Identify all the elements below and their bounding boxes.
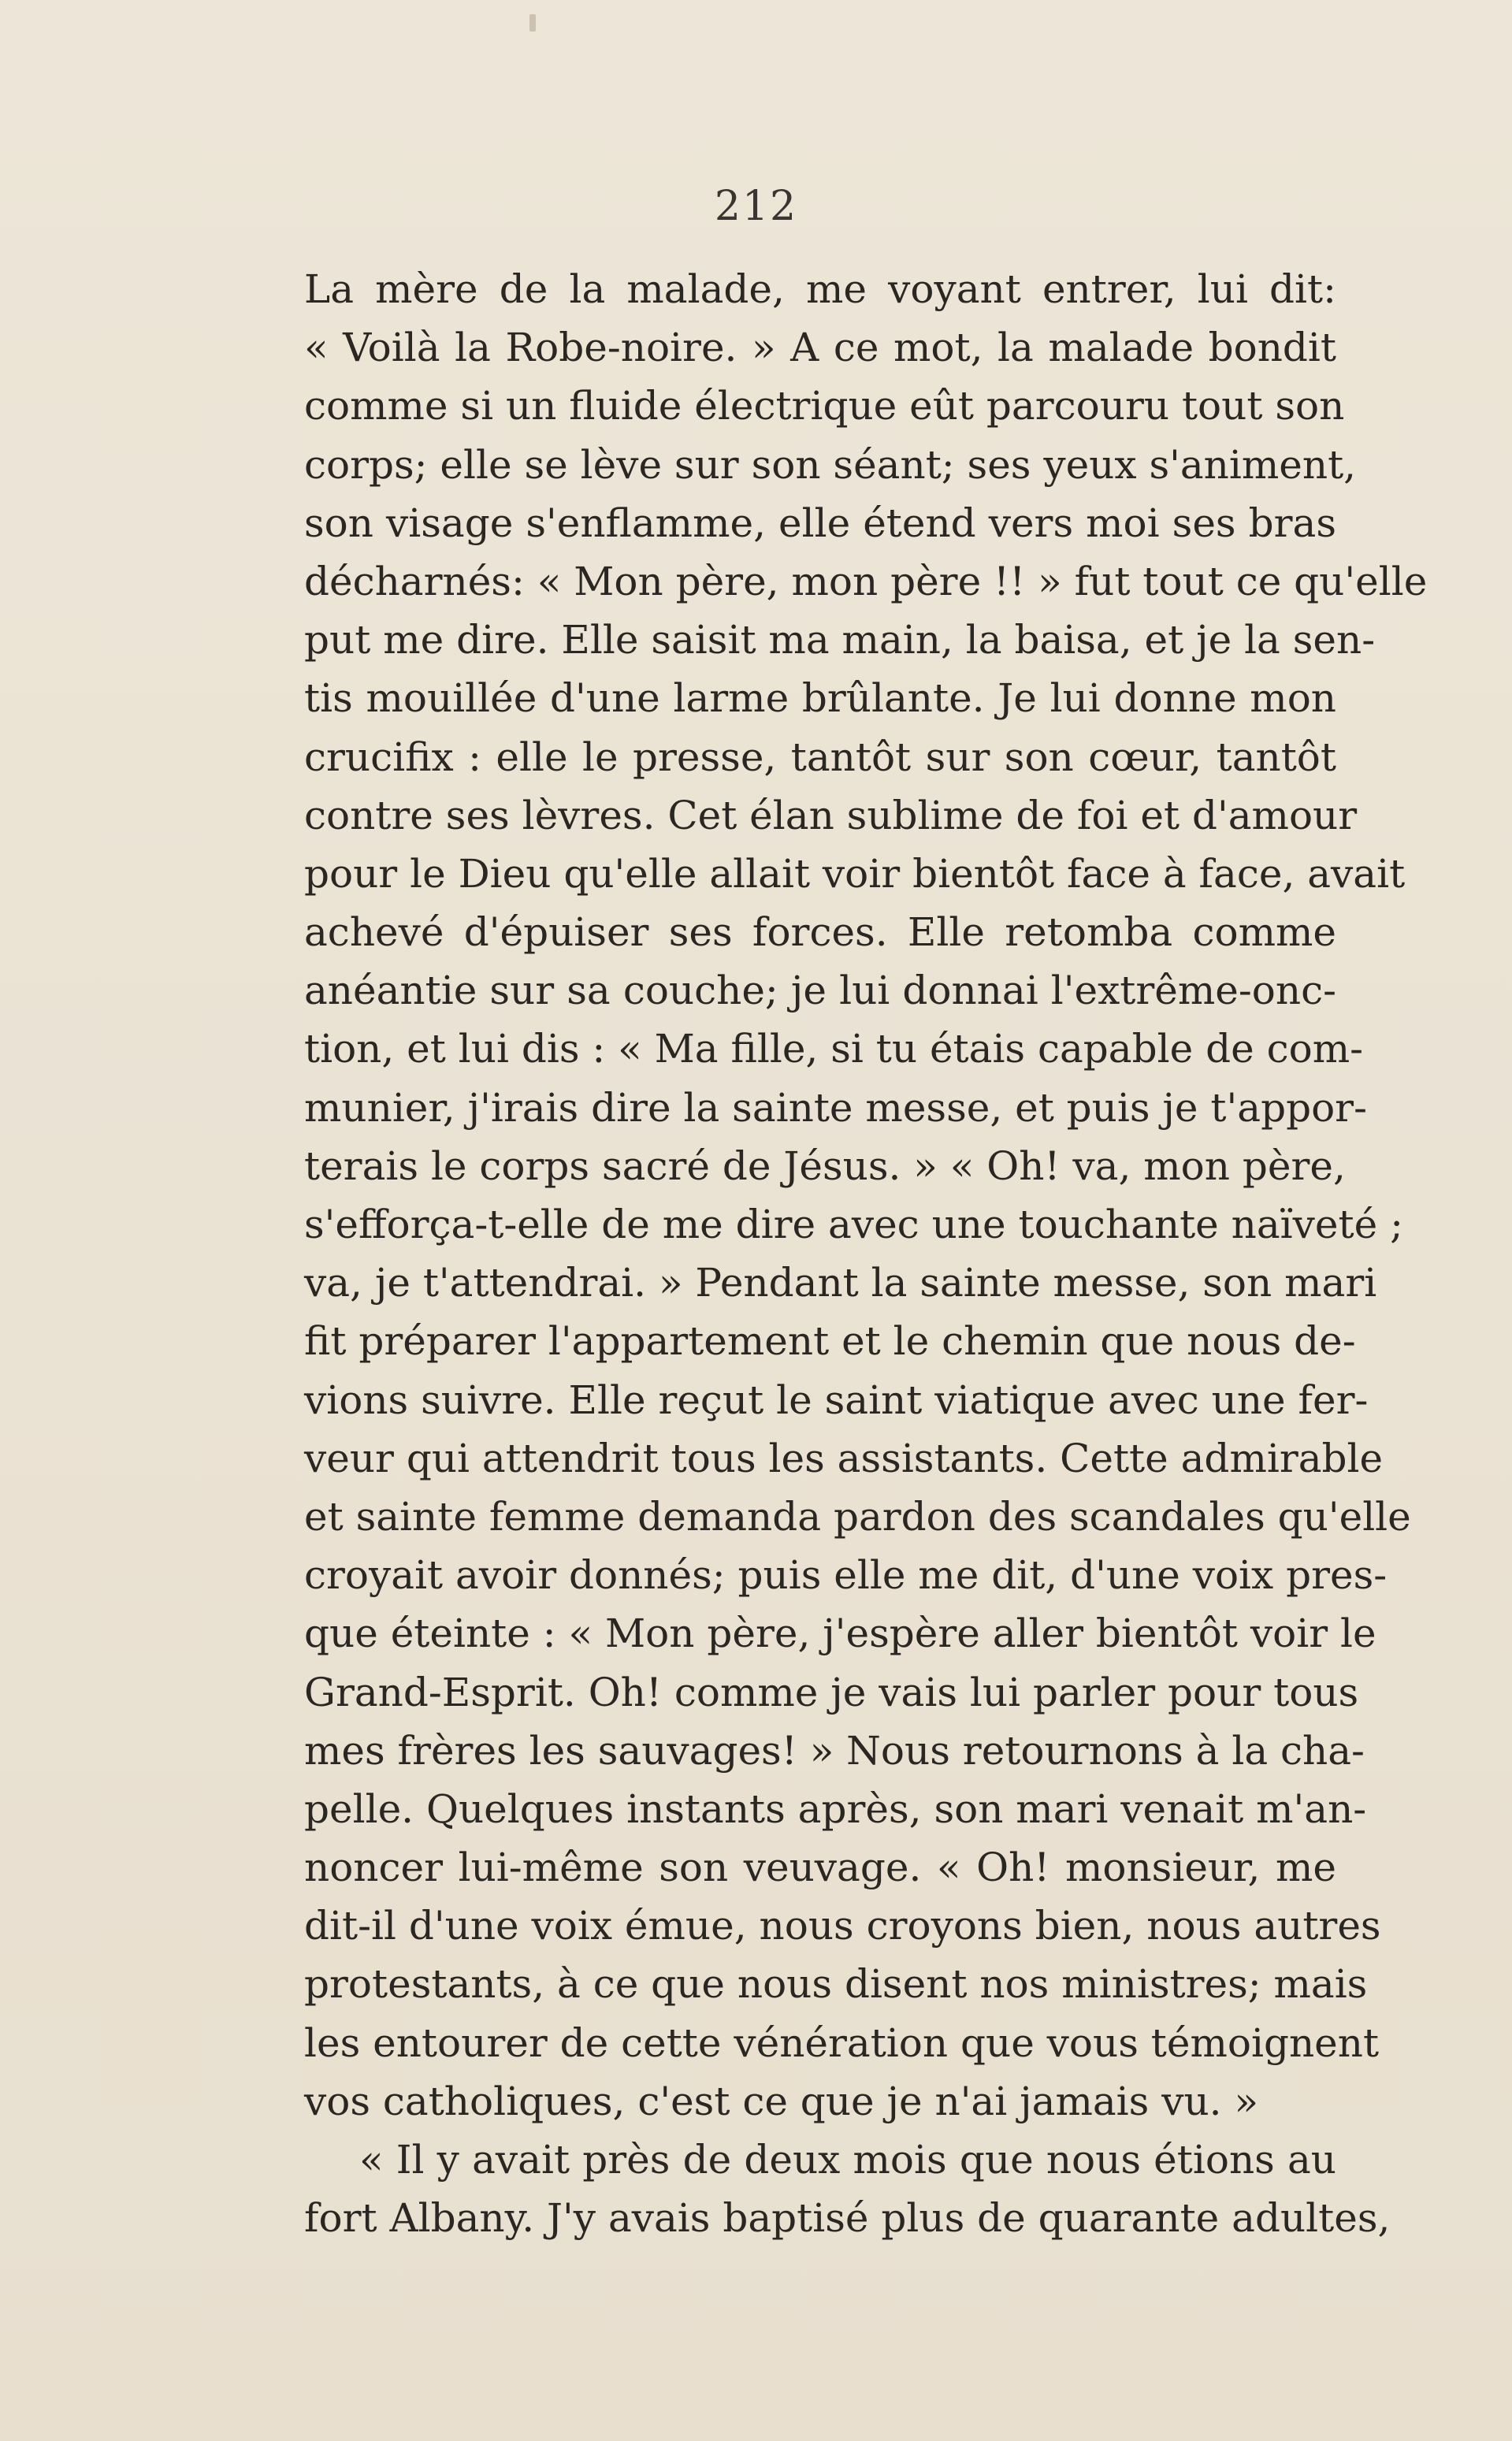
text-line: contre ses lèvres. Cet élan sublime de foi et d'amour — [304, 792, 1358, 838]
body-text — [304, 260, 1428, 2247]
text-line: son visage s'enflamme, elle étend vers moi ses bras — [304, 500, 1336, 546]
text-line: mes frères les sauvages! » Nous retournons à la cha- — [304, 1727, 1365, 1774]
text-line: vions suivre. Elle reçut le saint viatique avec une fer- — [304, 1377, 1369, 1423]
text-line: achevé d'épuiser ses forces. Elle retomba comme — [304, 909, 1336, 956]
text-line: décharnés: « Mon père, mon père !! » fut tout ce qu'elle — [304, 558, 1428, 604]
text-line: terais le corps sacré de Jésus. » « Oh! va, mon père, — [304, 1142, 1346, 1189]
text-line: comme si un fluide électrique eût parcouru tout son — [304, 383, 1345, 429]
text-line: put me dire. Elle saisit ma main, la baisa, et je la sen- — [304, 617, 1376, 663]
text-line: fit préparer l'appartement et le chemin que nous de- — [304, 1318, 1356, 1365]
text-line: tis mouillée d'une larme brûlante. Je lui donne mon — [304, 675, 1336, 722]
text-line: va, je t'attendrai. » Pendant la sainte messe, son mari — [304, 1260, 1377, 1306]
text-line: veur qui attendrit tous les assistants. Cette admirable — [304, 1435, 1384, 1481]
text-line: que éteinte : « Mon père, j'espère aller bientôt voir le — [304, 1611, 1376, 1657]
text-line: « Voilà la Robe-noire. » A ce mot, la malade bondit — [304, 325, 1336, 371]
text-line: protestants, à ce que nous disent nos ministres; mais — [304, 1961, 1368, 2008]
text-line: La mère de la malade, me voyant entrer, lui dit: — [304, 266, 1336, 312]
page-number: 212 — [714, 183, 798, 230]
text-line: fort Albany. J'y avais baptisé plus de quarante adultes, — [304, 2195, 1391, 2242]
text-line: corps; elle se lève sur son séant; ses yeux s'animent, — [304, 441, 1357, 488]
text-line: munier, j'irais dire la sainte messe, et puis je t'appor- — [304, 1084, 1367, 1131]
text-line: pour le Dieu qu'elle allait voir bientôt face à face, avait — [304, 850, 1406, 897]
text-line: anéantie sur sa couche; je lui donnai l'extrême-onc- — [304, 968, 1336, 1014]
ink-speck — [529, 14, 536, 32]
text-line: Grand-Esprit. Oh! comme je vais lui parler pour tous — [304, 1669, 1359, 1715]
text-line: croyait avoir donnés; puis elle me dit, d'une voix pres- — [304, 1552, 1388, 1599]
text-line: tion, et lui dis : « Ma fille, si tu étais capable de com- — [304, 1026, 1363, 1072]
text-line: dit-il d'une voix émue, nous croyons bien, nous autres — [304, 1903, 1381, 1949]
text-line: pelle. Quelques instants après, son mari venait m'an- — [304, 1785, 1367, 1832]
text-line: noncer lui-même son veuvage. « Oh! monsieur, me — [304, 1845, 1336, 1891]
text-line: et sainte femme demanda pardon des scandales qu'elle — [304, 1493, 1411, 1540]
text-line: s'efforça-t-elle de me dire avec une touchante naïveté ; — [304, 1202, 1403, 1247]
text-line: crucifix : elle le presse, tantôt sur son cœur, tantôt — [304, 734, 1336, 780]
text-line: les entourer de cette vénération que vous témoignent — [304, 2019, 1380, 2066]
text-line-paragraph-start: « Il y avait près de deux mois que nous étions au — [359, 2137, 1336, 2183]
text-line-paragraph-end: vos catholiques, c'est ce que je n'ai jamais vu. » — [304, 2078, 1259, 2124]
